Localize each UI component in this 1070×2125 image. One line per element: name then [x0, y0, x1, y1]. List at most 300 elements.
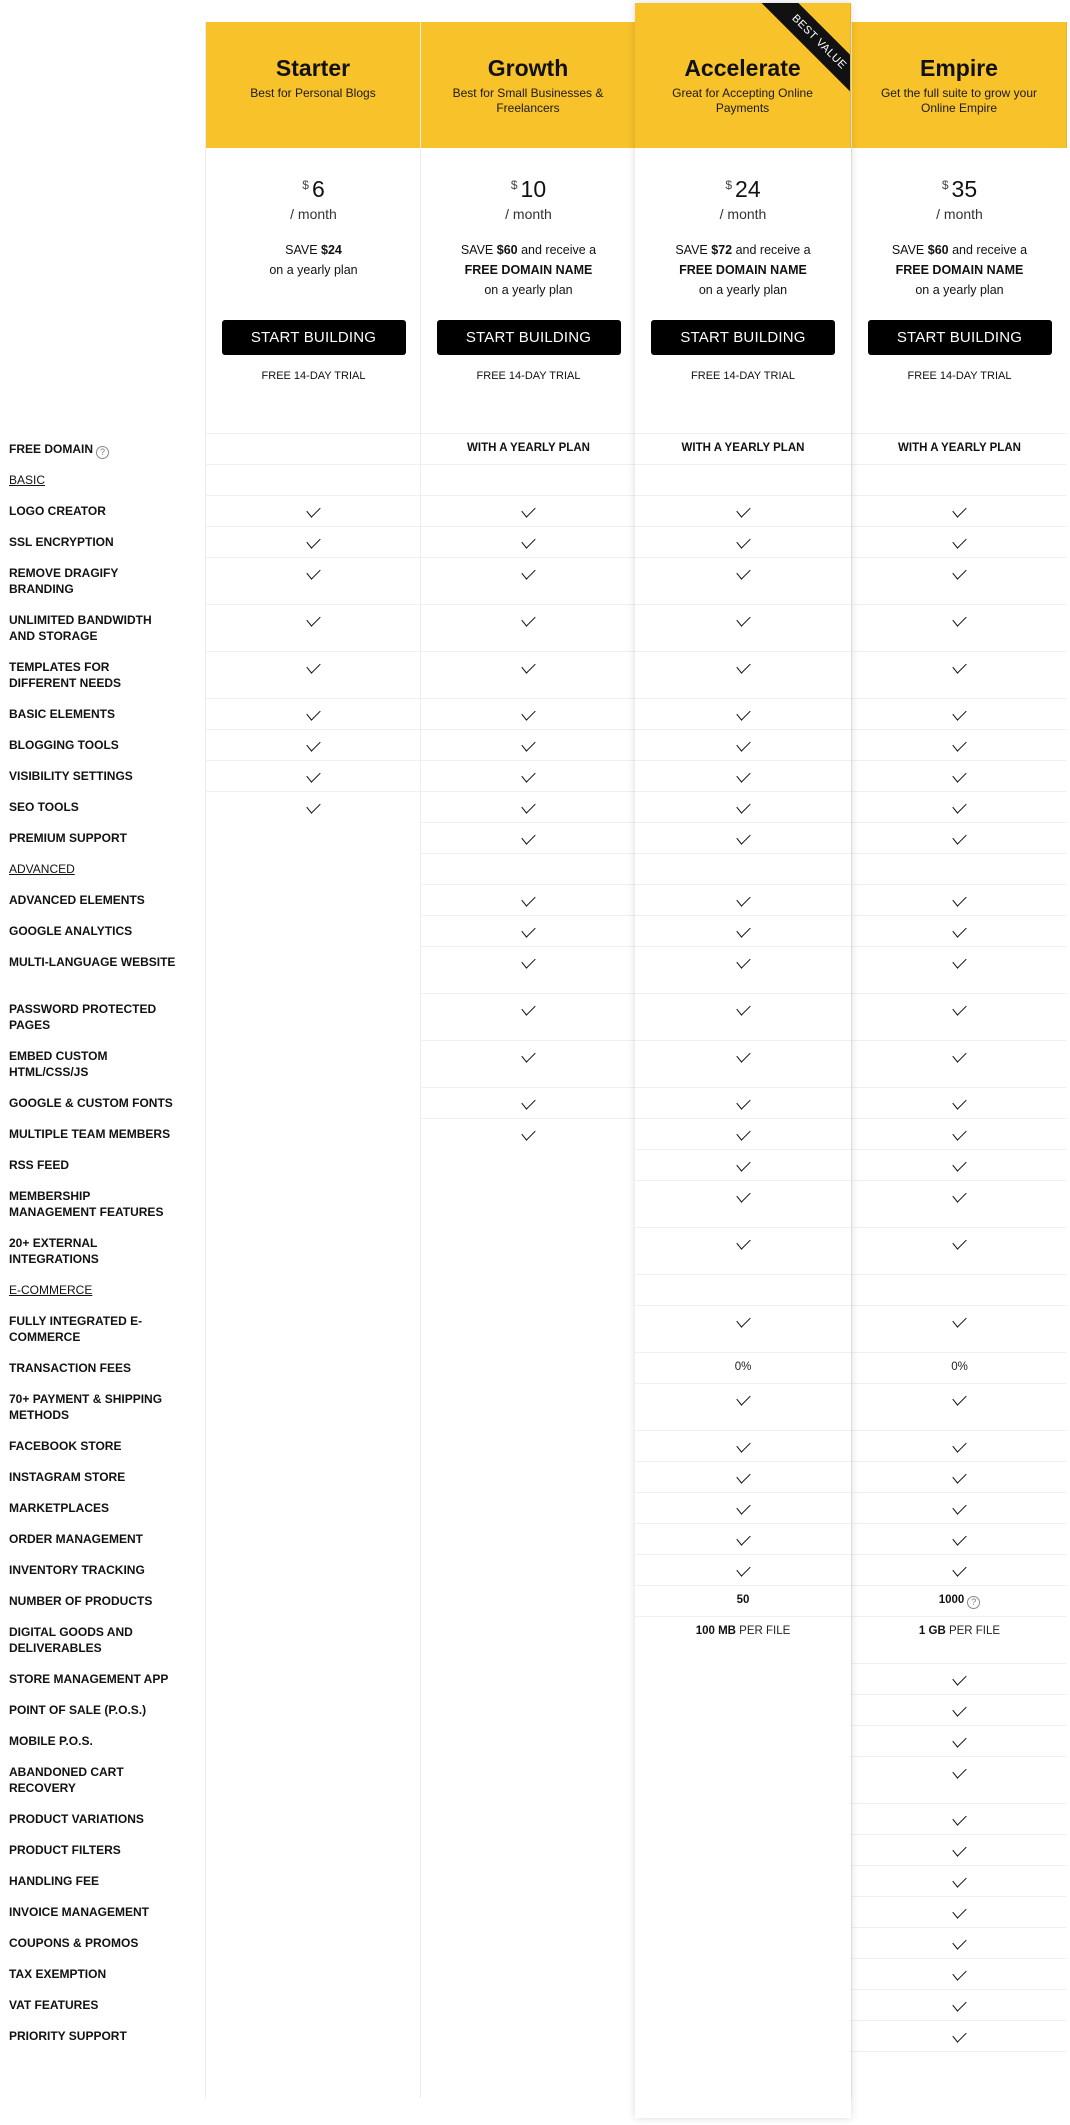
feature-cell-ssl-encryption [635, 526, 851, 557]
check-icon [736, 1047, 750, 1062]
feature-cell-transaction-fees [206, 1352, 421, 1383]
check-icon [952, 1234, 966, 1249]
feature-cell-coupons-promos [852, 1927, 1067, 1958]
check-icon [736, 1530, 750, 1545]
feature-cell-20-external-integrations [421, 1227, 636, 1274]
feature-label-password-protected-pages [0, 993, 205, 1040]
feature-cell-tax-exemption [852, 1958, 1067, 1989]
feature-label-text: RSS FEED [9, 1158, 70, 1172]
check-icon [952, 502, 966, 517]
feature-cell-store-management-app [852, 1663, 1067, 1694]
check-icon [952, 1094, 966, 1109]
feature-cell-password-protected-pages [421, 993, 636, 1040]
feature-label-text: PRODUCT VARIATIONS [9, 1812, 144, 1826]
save-suffix: on a yearly plan [484, 283, 573, 297]
check-icon [952, 1810, 966, 1825]
check-icon [736, 1312, 750, 1327]
feature-label-blogging-tools [0, 729, 205, 760]
feature-cell-rss-feed [635, 1149, 851, 1180]
check-icon [521, 658, 535, 673]
check-icon [952, 1468, 966, 1483]
feature-cell-marketplaces [852, 1492, 1067, 1523]
feature-cell-templates-for-different-needs [635, 651, 851, 698]
feature-cell-product-filters [206, 1834, 421, 1865]
plan-name: Empire [920, 55, 998, 81]
feature-label-text: INVENTORY TRACKING [9, 1563, 145, 1577]
check-icon [521, 798, 535, 813]
feature-cell-logo-creator [635, 495, 851, 526]
feature-label-text: MARKETPLACES [9, 1501, 110, 1515]
check-icon [521, 1094, 535, 1109]
feature-cell-point-of-sale-p-o-s [421, 1694, 636, 1725]
feature-cell-e-commerce [421, 1274, 636, 1305]
feature-cell-tax-exemption [206, 1958, 421, 1989]
check-icon [952, 2027, 966, 2042]
price-period: / month [505, 206, 552, 222]
feature-cell-membership-management-features [635, 1180, 851, 1227]
feature-cell-inventory-tracking [421, 1554, 636, 1585]
feature-label-text: ADVANCED ELEMENTS [9, 893, 145, 907]
check-icon [736, 1499, 750, 1514]
check-icon [521, 829, 535, 844]
plan-tagline: Great for Accepting Online Payments [672, 86, 813, 115]
feature-label-text: COUPONS & PROMOS [9, 1936, 139, 1950]
feature-cell-premium-support [421, 822, 636, 853]
feature-cell-e-commerce [852, 1274, 1067, 1305]
feature-label-text: LOGO CREATOR [9, 504, 106, 518]
feature-cell-logo-creator [421, 495, 636, 526]
feature-cell-store-management-app [421, 1663, 636, 1694]
check-icon [952, 767, 966, 782]
feature-cell-inventory-tracking [635, 1554, 851, 1585]
check-icon [736, 1390, 750, 1405]
feature-cell-membership-management-features [206, 1180, 421, 1227]
feature-cell-order-management [852, 1523, 1067, 1554]
feature-label-advanced-elements [0, 884, 205, 915]
feature-label-text: PRIORITY SUPPORT [9, 2029, 127, 2043]
feature-cell-instagram-store [421, 1461, 636, 1492]
feature-label-text: SEO TOOLS [9, 800, 79, 814]
feature-label-text: MULTI-LANGUAGE WEBSITE [9, 955, 176, 969]
check-icon [952, 1312, 966, 1327]
feature-label-text: REMOVE DRAGIFY BRANDING [9, 566, 119, 596]
plan-name: Starter [275, 55, 351, 81]
feature-cell-transaction-fees [635, 1352, 851, 1383]
feature-cell-instagram-store [206, 1461, 421, 1492]
feature-cell-unlimited-bandwidth-and-storage [635, 604, 851, 651]
check-icon [521, 953, 535, 968]
save-amount: $72 [711, 243, 733, 257]
check-icon [736, 502, 750, 517]
feature-label-store-management-app [0, 1663, 205, 1694]
check-icon [736, 1561, 750, 1576]
check-icon [736, 953, 750, 968]
feature-cell-advanced [206, 853, 421, 884]
feature-cell-70-payment-shipping-methods [852, 1383, 1067, 1430]
plan-name: Accelerate [684, 55, 801, 81]
check-icon [952, 798, 966, 813]
check-icon [521, 922, 535, 937]
check-icon [736, 736, 750, 751]
feature-label-text: SSL ENCRYPTION [9, 535, 114, 549]
savings-text [219, 240, 409, 320]
feature-cell-facebook-store [635, 1430, 851, 1461]
plan-column-accelerate [635, 3, 851, 2118]
price-currency: $ [510, 178, 518, 192]
feature-label-handling-fee [0, 1865, 205, 1896]
check-icon [952, 922, 966, 937]
feature-cell-basic [852, 464, 1067, 495]
feature-label-google-custom-fonts [0, 1087, 205, 1118]
feature-cell-mobile-p-o-s [852, 1725, 1067, 1756]
check-icon [952, 1934, 966, 1949]
feature-cell-visibility-settings [852, 760, 1067, 791]
price-block [421, 176, 636, 411]
check-icon [952, 953, 966, 968]
feature-cell-point-of-sale-p-o-s [206, 1694, 421, 1725]
feature-label-visibility-settings [0, 760, 205, 791]
feature-label-embed-custom-html-css-js [0, 1040, 205, 1087]
feature-cell-ssl-encryption [852, 526, 1067, 557]
price-currency: $ [725, 178, 733, 192]
feature-cell-embed-custom-html-css-js [206, 1040, 421, 1087]
check-icon [952, 611, 966, 626]
feature-cell-inventory-tracking [206, 1554, 421, 1585]
feature-cell-password-protected-pages [852, 993, 1067, 1040]
feature-table-end [421, 2051, 636, 2082]
feature-cell-templates-for-different-needs [852, 651, 1067, 698]
check-icon [952, 1125, 966, 1140]
section-heading-basic[interactable] [0, 464, 205, 495]
feature-label-transaction-fees [0, 1352, 205, 1383]
feature-label-product-variations [0, 1803, 205, 1834]
feature-cell-number-of-products [852, 1585, 1067, 1616]
check-icon [736, 829, 750, 844]
feature-labels [0, 433, 205, 2051]
feature-cell-invoice-management [635, 1896, 851, 1927]
feature-label-text: PASSWORD PROTECTED PAGES [9, 1002, 157, 1032]
feature-cell-unlimited-bandwidth-and-storage [421, 604, 636, 651]
feature-table-end [635, 2051, 851, 2082]
feature-cell-google-custom-fonts [635, 1087, 851, 1118]
feature-cell-point-of-sale-p-o-s [852, 1694, 1067, 1725]
feature-cell-priority-support [852, 2020, 1067, 2051]
start-building-button[interactable]: START BUILDING [651, 320, 835, 355]
feature-cell-password-protected-pages [206, 993, 421, 1040]
feature-cell-templates-for-different-needs [421, 651, 636, 698]
start-building-button[interactable]: START BUILDING [437, 320, 621, 355]
feature-cell-order-management [635, 1523, 851, 1554]
feature-cell-logo-creator [852, 495, 1067, 526]
feature-label-digital-goods-and-deliverables [0, 1616, 205, 1663]
check-icon [952, 1841, 966, 1856]
feature-cell-unlimited-bandwidth-and-storage [852, 604, 1067, 651]
price-block [852, 176, 1067, 411]
feature-cell-premium-support [635, 822, 851, 853]
free-trial-text: FREE 14-DAY TRIAL [261, 370, 366, 382]
feature-label-text: INSTAGRAM STORE [9, 1470, 126, 1484]
check-icon [521, 564, 535, 579]
feature-cell-advanced [635, 853, 851, 884]
feature-cell-invoice-management [852, 1896, 1067, 1927]
check-icon [736, 658, 750, 673]
free-trial-text: FREE 14-DAY TRIAL [476, 370, 581, 382]
check-icon [952, 705, 966, 720]
feature-cell-marketplaces [635, 1492, 851, 1523]
feature-label-marketplaces [0, 1492, 205, 1523]
feature-cell-free-domain [421, 433, 636, 464]
price-block [206, 176, 421, 411]
feature-cell-membership-management-features [421, 1180, 636, 1227]
feature-label-text: TEMPLATES FOR DIFFERENT NEEDS [9, 660, 122, 690]
save-middle: and receive a [948, 243, 1028, 257]
feature-value: WITH A YEARLY PLAN [898, 442, 1021, 454]
feature-label-rss-feed [0, 1149, 205, 1180]
feature-cell-mobile-p-o-s [635, 1725, 851, 1756]
feature-cell-advanced-elements [421, 884, 636, 915]
check-icon [952, 1732, 966, 1747]
feature-cell-premium-support [206, 822, 421, 853]
check-icon [736, 1437, 750, 1452]
feature-cell-product-variations [206, 1803, 421, 1834]
section-heading-e-commerce[interactable] [0, 1274, 205, 1305]
feature-label-text: 20+ EXTERNAL INTEGRATIONS [9, 1236, 99, 1266]
feature-cell-multi-language-website [206, 946, 421, 993]
feature-cell-multi-language-website [421, 946, 636, 993]
check-icon [736, 798, 750, 813]
check-icon [306, 705, 320, 720]
save-suffix: on a yearly plan [915, 283, 1004, 297]
help-icon[interactable]: ? [967, 1596, 980, 1609]
feature-label-facebook-store [0, 1430, 205, 1461]
price-amount: 10 [520, 176, 547, 202]
plan-header [635, 3, 851, 148]
plan-header [852, 22, 1067, 148]
feature-cell-handling-fee [635, 1865, 851, 1896]
feature-cell-product-filters [421, 1834, 636, 1865]
save-suffix: on a yearly plan [269, 263, 358, 277]
start-building-button[interactable]: START BUILDING [222, 320, 406, 355]
feature-cell-tax-exemption [635, 1958, 851, 1989]
feature-label-text: FREE DOMAIN [9, 442, 93, 456]
price-block [635, 176, 851, 411]
feature-cell-point-of-sale-p-o-s [635, 1694, 851, 1725]
feature-cell-logo-creator [206, 495, 421, 526]
save-amount: $60 [496, 243, 518, 257]
feature-label-text: PREMIUM SUPPORT [9, 831, 128, 845]
feature-label-text: NUMBER OF PRODUCTS [9, 1594, 153, 1608]
free-domain-text: FREE DOMAIN NAME [464, 263, 593, 277]
feature-cell-fully-integrated-e-commerce [206, 1305, 421, 1352]
help-icon[interactable]: ? [96, 446, 109, 459]
feature-cell-premium-support [852, 822, 1067, 853]
feature-label-text: 70+ PAYMENT & SHIPPING METHODS [9, 1392, 163, 1422]
feature-label-priority-support [0, 2020, 205, 2051]
price-amount: 6 [311, 176, 325, 202]
feature-label-vat-features [0, 1989, 205, 2020]
feature-value: 50 [736, 1594, 750, 1606]
feature-cell-blogging-tools [206, 729, 421, 760]
plan-name: Growth [487, 55, 569, 81]
check-icon [306, 502, 320, 517]
start-building-button[interactable]: START BUILDING [868, 320, 1052, 355]
feature-label-coupons-promos [0, 1927, 205, 1958]
feature-cell-number-of-products [635, 1585, 851, 1616]
check-icon [736, 533, 750, 548]
feature-cell-free-domain [852, 433, 1067, 464]
check-icon [736, 1156, 750, 1171]
check-icon [952, 1000, 966, 1015]
feature-label-text: FULLY INTEGRATED E-COMMERCE [9, 1314, 143, 1344]
feature-cell-transaction-fees [852, 1352, 1067, 1383]
feature-cell-multiple-team-members [206, 1118, 421, 1149]
price [421, 176, 636, 204]
feature-cell-tax-exemption [421, 1958, 636, 1989]
feature-cell-marketplaces [206, 1492, 421, 1523]
feature-cell-embed-custom-html-css-js [852, 1040, 1067, 1087]
save-middle: and receive a [517, 243, 597, 257]
feature-cell-basic-elements [206, 698, 421, 729]
feature-label-point-of-sale-p-o-s [0, 1694, 205, 1725]
check-icon [521, 1000, 535, 1015]
feature-cell-handling-fee [421, 1865, 636, 1896]
feature-label-text: INVOICE MANAGEMENT [9, 1905, 150, 1919]
feature-cell-rss-feed [852, 1149, 1067, 1180]
section-heading-advanced[interactable] [0, 853, 205, 884]
price-period: / month [719, 206, 767, 222]
feature-cell-mobile-p-o-s [421, 1725, 636, 1756]
feature-cell-product-variations [421, 1803, 636, 1834]
feature-cell-product-variations [635, 1803, 851, 1834]
feature-label-text: VISIBILITY SETTINGS [9, 769, 133, 783]
feature-cell-remove-dragify-branding [206, 557, 421, 604]
feature-cell-multi-language-website [852, 946, 1067, 993]
feature-cell-google-custom-fonts [206, 1087, 421, 1118]
check-icon [952, 1561, 966, 1576]
feature-cell-marketplaces [421, 1492, 636, 1523]
feature-label-text: TRANSACTION FEES [9, 1361, 132, 1375]
check-icon [736, 611, 750, 626]
check-icon [736, 922, 750, 937]
check-icon [521, 705, 535, 720]
feature-label-ssl-encryption [0, 526, 205, 557]
feature-label-text: MEMBERSHIP MANAGEMENT FEATURES [9, 1189, 164, 1219]
feature-cell-remove-dragify-branding [852, 557, 1067, 604]
check-icon [521, 767, 535, 782]
feature-label-text: BASIC [9, 473, 46, 487]
check-icon [952, 1670, 966, 1685]
feature-cell-store-management-app [635, 1663, 851, 1694]
check-icon [952, 891, 966, 906]
save-amount: $24 [321, 243, 342, 257]
check-icon [952, 564, 966, 579]
feature-cell-coupons-promos [421, 1927, 636, 1958]
savings-text [865, 240, 1055, 320]
feature-cell-coupons-promos [206, 1927, 421, 1958]
price-currency: $ [302, 178, 309, 192]
check-icon [521, 1047, 535, 1062]
check-icon [952, 1390, 966, 1405]
feature-label-invoice-management [0, 1896, 205, 1927]
feature-cell-advanced-elements [635, 884, 851, 915]
feature-label-premium-support [0, 822, 205, 853]
price-amount: 24 [735, 176, 761, 202]
save-prefix: SAVE [285, 243, 322, 257]
feature-cell-transaction-fees [421, 1352, 636, 1383]
feature-label-tax-exemption [0, 1958, 205, 1989]
check-icon [306, 798, 320, 813]
feature-cell-password-protected-pages [635, 993, 851, 1040]
feature-label-70-payment-shipping-methods [0, 1383, 205, 1430]
feature-cell-google-custom-fonts [852, 1087, 1067, 1118]
feature-label-text: UNLIMITED BANDWIDTH AND STORAGE [9, 613, 152, 643]
feature-label-mobile-p-o-s [0, 1725, 205, 1756]
feature-cell-instagram-store [635, 1461, 851, 1492]
feature-cell-abandoned-cart-recovery [852, 1756, 1067, 1803]
feature-cell-fully-integrated-e-commerce [421, 1305, 636, 1352]
feature-label-text: GOOGLE ANALYTICS [9, 924, 133, 938]
feature-cell-advanced [421, 853, 636, 884]
feature-cell-google-analytics [635, 915, 851, 946]
feature-cell-multiple-team-members [852, 1118, 1067, 1149]
feature-cell-invoice-management [206, 1896, 421, 1927]
feature-label-text: DIGITAL GOODS AND DELIVERABLES [9, 1625, 133, 1655]
feature-cell-priority-support [206, 2020, 421, 2051]
feature-cell-seo-tools [206, 791, 421, 822]
feature-cell-priority-support [635, 2020, 851, 2051]
feature-cell-remove-dragify-branding [635, 557, 851, 604]
feature-value: 0% [734, 1361, 752, 1373]
feature-label-text: FACEBOOK STORE [9, 1439, 122, 1453]
feature-cell-digital-goods-and-deliverables [206, 1616, 421, 1663]
free-trial-text: FREE 14-DAY TRIAL [691, 370, 795, 382]
feature-cell-digital-goods-and-deliverables [421, 1616, 636, 1663]
feature-cell-e-commerce [635, 1274, 851, 1305]
feature-label-text: PRODUCT FILTERS [9, 1843, 121, 1857]
feature-value: 0% [951, 1361, 968, 1373]
feature-cell-multiple-team-members [635, 1118, 851, 1149]
feature-cell-templates-for-different-needs [206, 651, 421, 698]
feature-label-multi-language-website [0, 946, 205, 993]
feature-cell-fully-integrated-e-commerce [852, 1305, 1067, 1352]
plan-tagline: Best for Small Businesses & Freelancers [452, 86, 604, 115]
feature-label-text: STORE MANAGEMENT APP [9, 1672, 169, 1686]
feature-label-text: MULTIPLE TEAM MEMBERS [9, 1127, 171, 1141]
price [206, 176, 421, 204]
price-period: / month [290, 206, 337, 222]
save-suffix: on a yearly plan [698, 283, 788, 297]
feature-label-text: BASIC ELEMENTS [9, 707, 116, 721]
check-icon [952, 1187, 966, 1202]
feature-label-membership-management-features [0, 1180, 205, 1227]
feature-cell-multiple-team-members [421, 1118, 636, 1149]
feature-cell-70-payment-shipping-methods [635, 1383, 851, 1430]
feature-cell-vat-features [852, 1989, 1067, 2020]
feature-cell-invoice-management [421, 1896, 636, 1927]
feature-label-number-of-products [0, 1585, 205, 1616]
check-icon [952, 1701, 966, 1716]
feature-label-inventory-tracking [0, 1554, 205, 1585]
price-amount: 35 [951, 176, 978, 202]
feature-cell-instagram-store [852, 1461, 1067, 1492]
feature-table-end [852, 2051, 1067, 2082]
feature-cell-basic [421, 464, 636, 495]
feature-cell-number-of-products [421, 1585, 636, 1616]
feature-label-logo-creator [0, 495, 205, 526]
check-icon [521, 611, 535, 626]
feature-cell-order-management [206, 1523, 421, 1554]
check-icon [521, 533, 535, 548]
